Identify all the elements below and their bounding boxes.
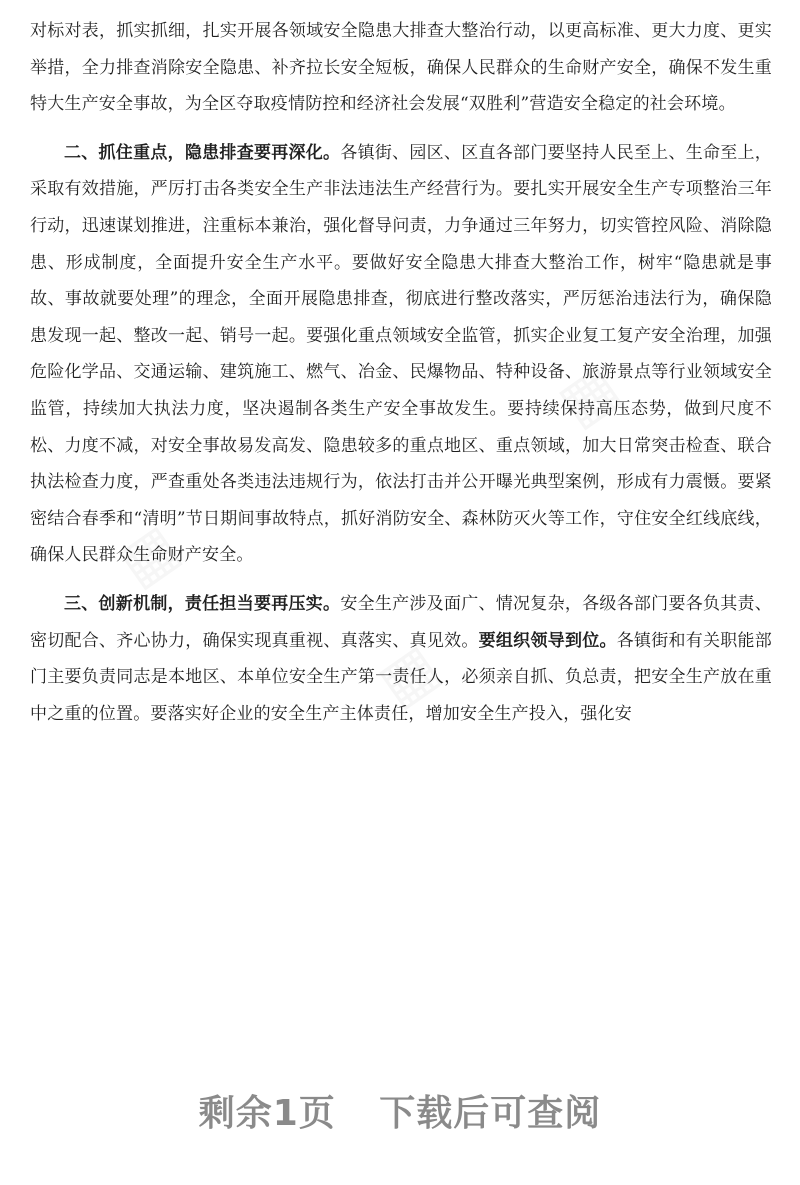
paragraph-2-text: 各镇街、园区、区直各部门要坚持人民至上、生命至上，采取有效措施，严厉打击各类安全生产非法违法生产经营行为。要扎实开展安全生产专项整治三年行动，迅速谋划推进，注重标本兼治，强化督导问责，力争通过三年努力，切实管控风险、消除隐患、形成制度，全面提升安全生产水平。要做好安全隐患大排查大整治工作，树牢“隐患就是事故、事故就要处理”的理念，全面开展隐患排查，彻底进行整改落实，严厉惩治违法行为，确保隐患发现一起、整改一起、销号一起。要强化重点领域安全监管，抓实企业复工复产安全治理，加强危险化学品、交通运输、建筑施工、燃气、冶金、民爆物品、特种设备、旅游景点等行业领域安全监管，持续加大执法力度，坚决遏制各类生产安全事故发生。要持续保持高压态势，做到尺度不松、力度不减，对安全事故易发高发、隐患较多的重点地区、重点领域，加大日常突击检查、联合执法检查力度，严查重处各类违法违规行为，依法打击并公开曝光典型案例，形成有力震慑。要紧密结合春季和“清明”节日期间事故特点，抓好消防安全、森林防灭火等工作，守住安全红线底线，确保人民群众生命财产安全。 <box>30 142 773 566</box>
paragraph-1-text: 对标对表，抓实抓细，扎实开展各领域安全隐患大排查大整治行动，以更高标准、更大力度、更实举措，全力排查消除安全隐患、补齐拉长安全短板，确保人民群众的生命财产安全，确保不发生重特大生产安全事故，为全区夺取疫情防控和经济社会发展“双胜利”营造安全稳定的社会环境。 <box>30 21 772 115</box>
paragraph-3-text-b: 各镇街和有关职能部门主要负责同志是本地区、本单位安全生产第一责任人，必须亲自抓、负总责，把安全生产放在重中之重的位置。要落实好企业的安全生产主体责任，增加安全生产投入，强化安 <box>30 630 772 724</box>
paragraph-1 <box>30 0 772 123</box>
section-2-heading: 二、抓住重点，隐患排查要再深化。 <box>64 142 341 163</box>
paragraph-3 <box>30 586 772 732</box>
remaining-pages-note: 剩余1页 下载后可查阅 <box>198 1093 602 1134</box>
section-3-heading: 三、创新机制，责任担当要再压实。 <box>64 593 341 614</box>
document-body <box>30 0 772 732</box>
section-3-subheading: 要组织领导到位。 <box>478 630 617 651</box>
paragraph-2 <box>30 135 772 574</box>
paragraph-3-text-a: 安全生产涉及面广、情况复杂，各级各部门要各负其责、密切配合、齐心协力，确保实现真重视、真落实、真见效。 <box>30 593 773 651</box>
